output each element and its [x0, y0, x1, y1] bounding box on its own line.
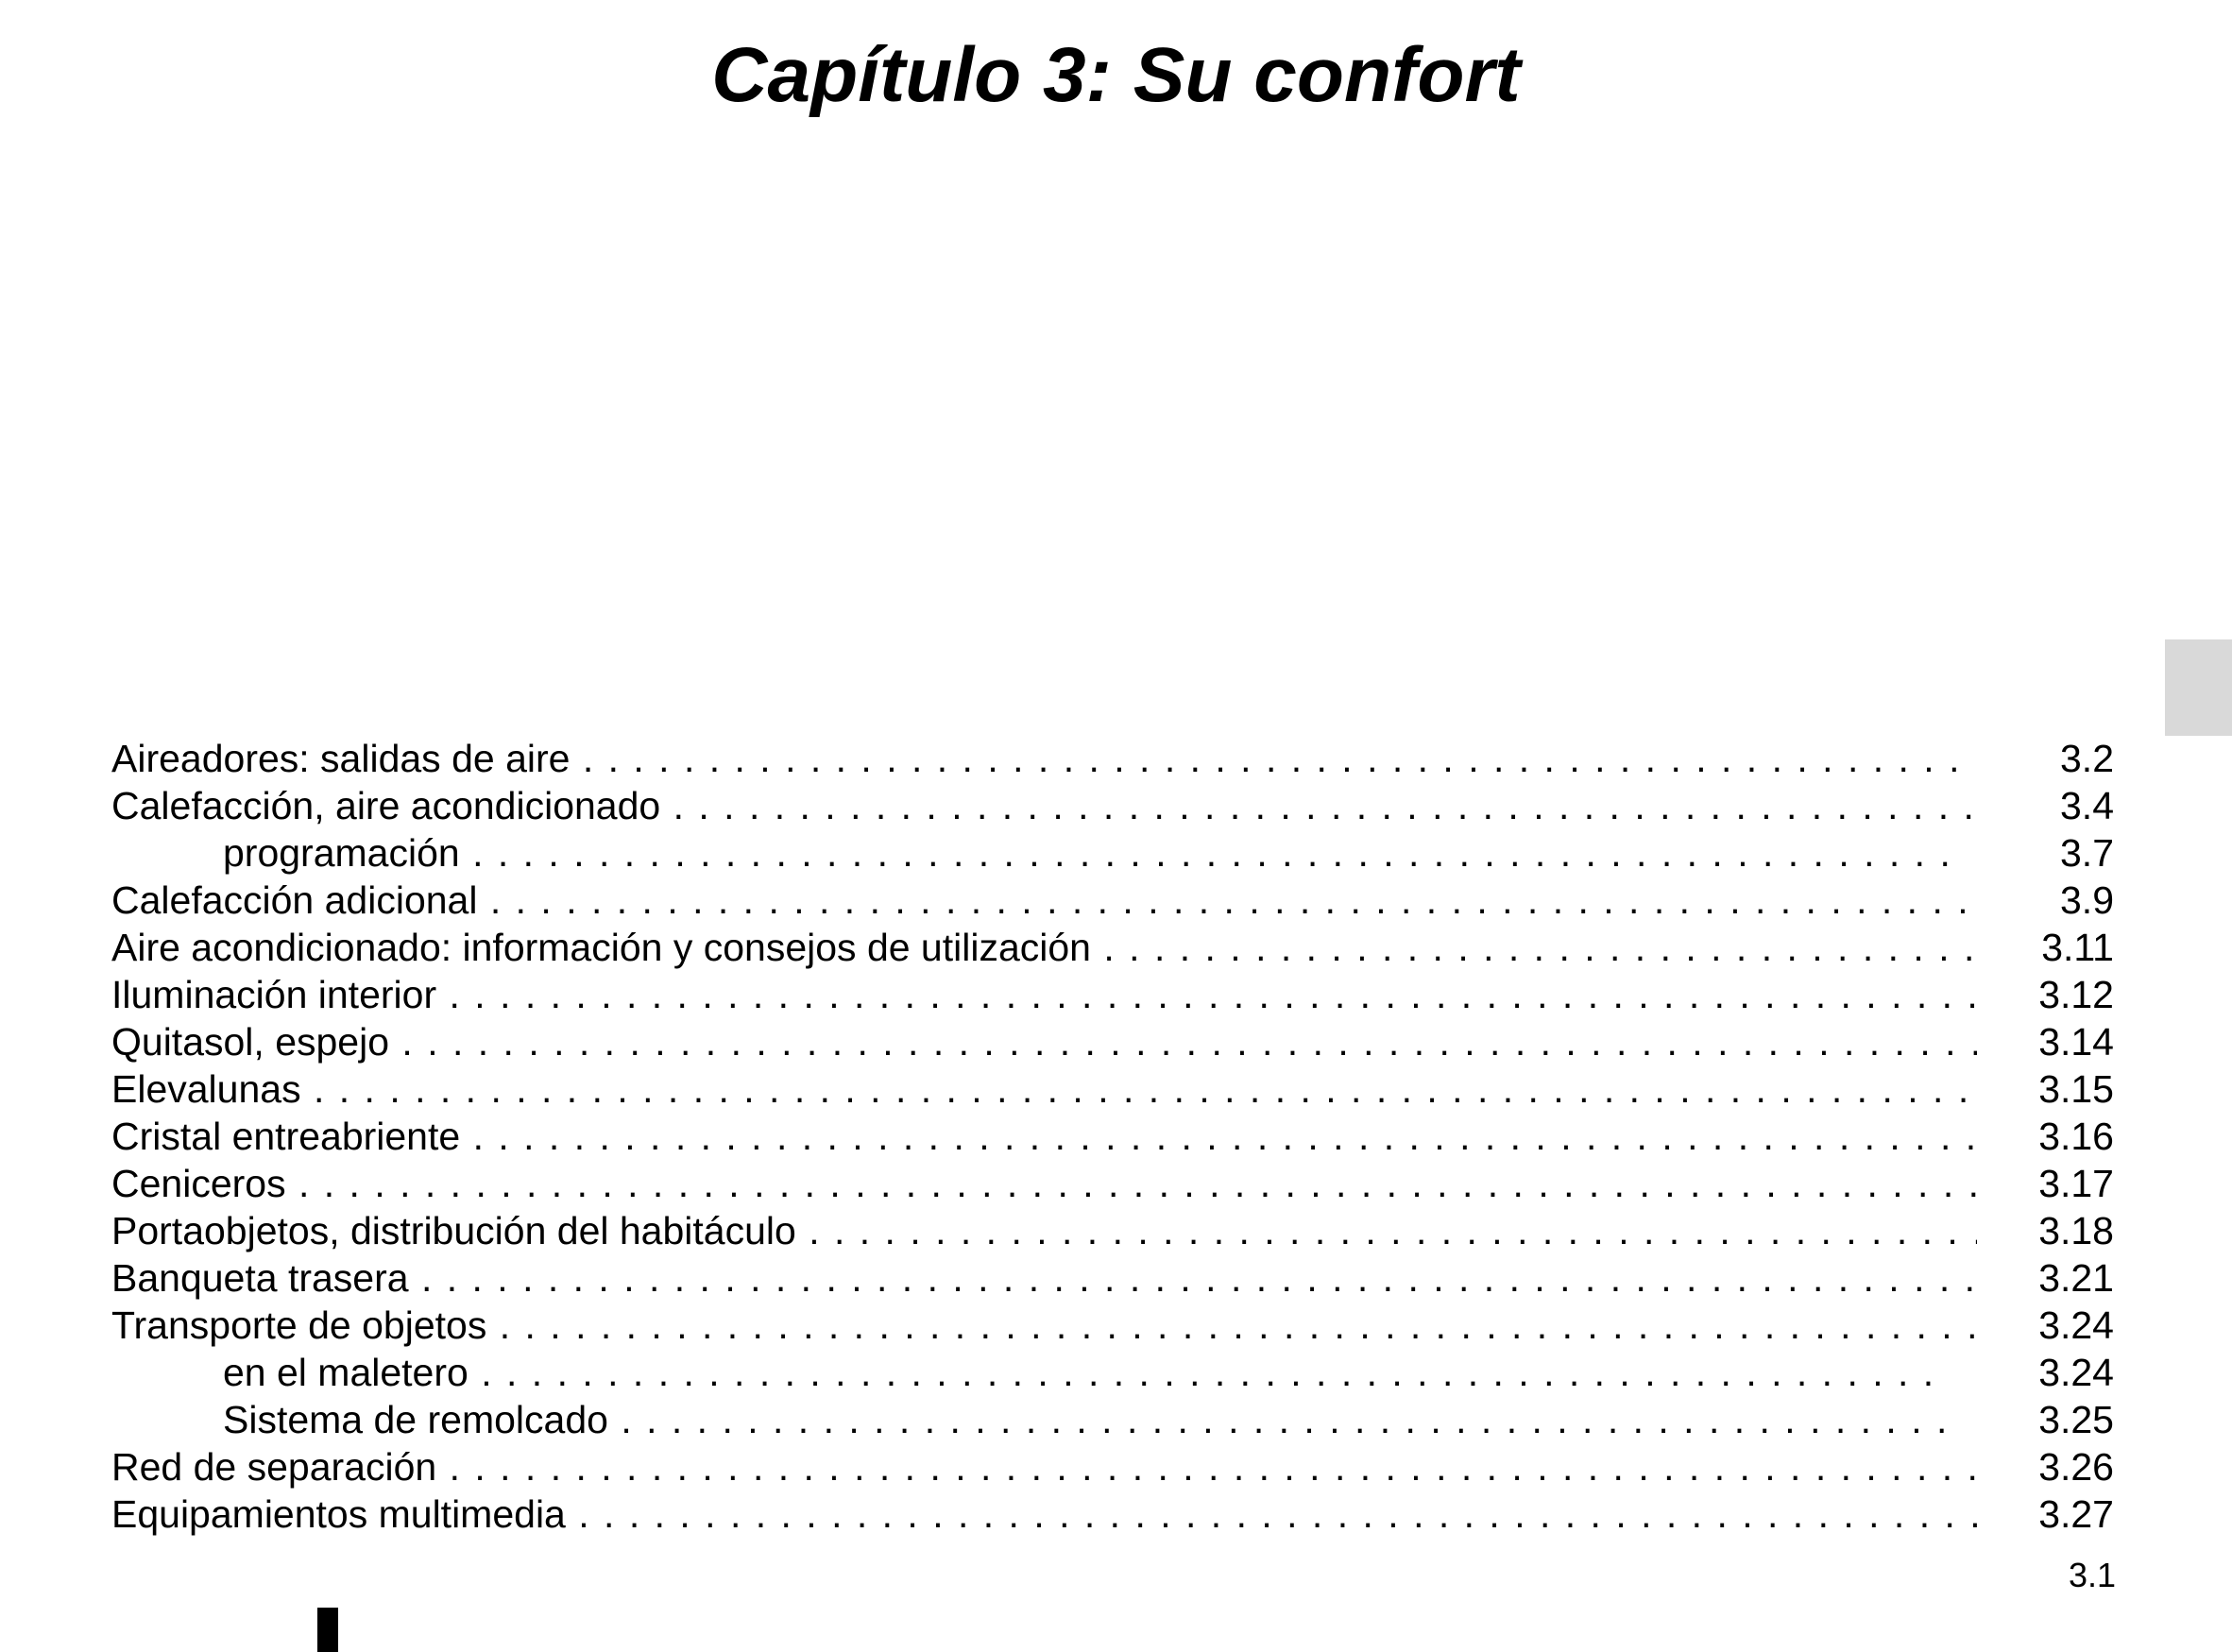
toc-entry-label: Aire acondicionado: información y consejos de utilización . . .	[111, 924, 1977, 971]
toc-entry-page: 3.12	[2038, 973, 2114, 1016]
page-number: 3.1	[2068, 1556, 2116, 1594]
toc-entry-label: Iluminación interior . . .	[111, 971, 1977, 1018]
table-of-contents	[111, 735, 2114, 1538]
toc-entry-label: Elevalunas . . .	[111, 1065, 1977, 1113]
toc-entry-page: 3.24	[2038, 1351, 2114, 1394]
toc-entry-label: en el maletero . . .	[223, 1349, 1950, 1396]
toc-entry[interactable]	[111, 1490, 2114, 1538]
toc-entry[interactable]	[111, 1160, 2114, 1207]
toc-entry-label: Transporte de objetos . . .	[111, 1302, 1977, 1349]
toc-entry-label: Ceniceros . . .	[111, 1160, 1977, 1207]
toc-entry-page: 3.27	[2038, 1492, 2114, 1536]
toc-subentry[interactable]	[111, 829, 2114, 877]
toc-entry-label: Aireadores: salidas de aire . . .	[111, 735, 1977, 782]
toc-subentry[interactable]	[111, 1349, 2114, 1396]
toc-entry-page: 3.4	[2060, 784, 2114, 827]
toc-entry-page: 3.18	[2038, 1209, 2114, 1252]
toc-entry-page: 3.9	[2060, 878, 2114, 922]
toc-entry-page: 3.24	[2038, 1303, 2114, 1347]
toc-entry-label: Equipamientos multimedia . . .	[111, 1490, 1977, 1538]
toc-entry[interactable]	[111, 877, 2114, 924]
toc-entry[interactable]	[111, 1113, 2114, 1160]
toc-entry[interactable]	[111, 1018, 2114, 1065]
toc-entry-page: 3.25	[2038, 1398, 2114, 1441]
toc-entry[interactable]	[111, 1302, 2114, 1349]
toc-entry-page: 3.26	[2038, 1445, 2114, 1489]
toc-entry-label: Red de separación . . .	[111, 1443, 1977, 1490]
toc-entry-page: 3.15	[2038, 1067, 2114, 1111]
toc-entry-label: Sistema de remolcado . . .	[223, 1396, 1950, 1443]
toc-entry-page: 3.11	[2041, 926, 2114, 969]
crop-mark	[317, 1608, 338, 1652]
toc-entry[interactable]	[111, 1207, 2114, 1254]
toc-entry-label: Cristal entreabriente . . .	[111, 1113, 1977, 1160]
toc-entry[interactable]	[111, 1065, 2114, 1113]
toc-entry[interactable]	[111, 971, 2114, 1018]
chapter-side-tab	[2165, 639, 2232, 736]
toc-entry-label: Quitasol, espejo . . .	[111, 1018, 1977, 1065]
toc-subentry[interactable]	[111, 1396, 2114, 1443]
page-title: Capítulo 3: Su confort	[711, 32, 1521, 118]
toc-entry-page: 3.14	[2038, 1020, 2114, 1064]
toc-entry-label: Portaobjetos, distribución del habitáculo . . .	[111, 1207, 1977, 1254]
toc-entry-page: 3.16	[2038, 1115, 2114, 1158]
toc-entry-label: Calefacción, aire acondicionado . . .	[111, 782, 1977, 829]
toc-entry-label: Banqueta trasera . . .	[111, 1254, 1977, 1302]
toc-entry-page: 3.2	[2060, 737, 2114, 780]
toc-entry[interactable]	[111, 1254, 2114, 1302]
toc-entry[interactable]	[111, 735, 2114, 782]
toc-entry-label: programación . . .	[223, 829, 1950, 877]
toc-entry-label: Calefacción adicional . . .	[111, 877, 1977, 924]
toc-entry[interactable]	[111, 782, 2114, 829]
toc-entry[interactable]	[111, 924, 2114, 971]
toc-entry-page: 3.7	[2060, 831, 2114, 875]
toc-entry[interactable]	[111, 1443, 2114, 1490]
toc-entry-page: 3.17	[2038, 1162, 2114, 1205]
toc-entry-page: 3.21	[2038, 1256, 2114, 1300]
